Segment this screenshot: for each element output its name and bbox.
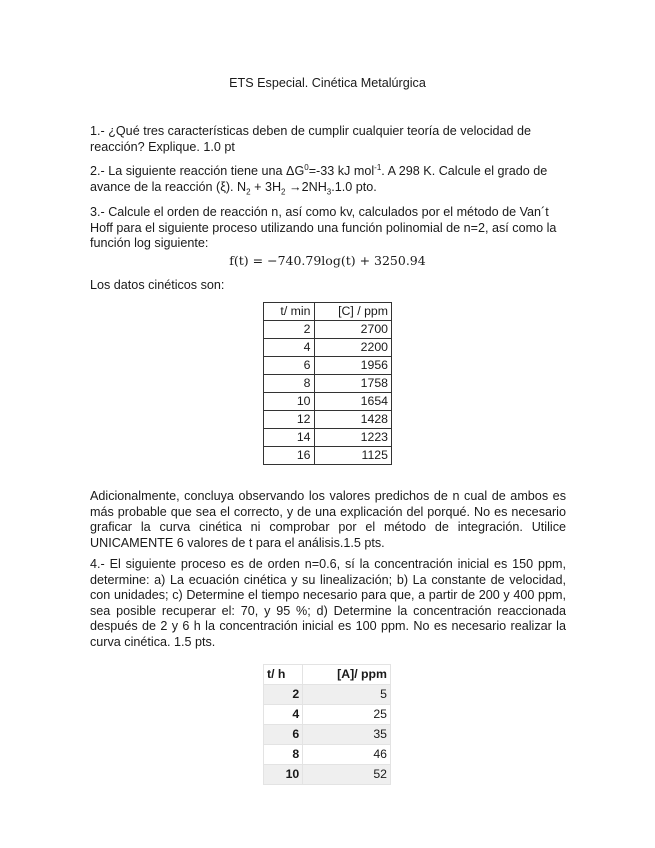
question-3: 3.- Calcule el orden de reacción n, así como kv, calculados por el método de Van´t Hoff para el siguiente proceso utilizando una función polinomial de n=2, así como la función log siguiente: xyxy=(90,205,557,251)
table-cell: 4 xyxy=(264,705,303,725)
text: -1 xyxy=(374,162,382,172)
table-row xyxy=(264,375,392,393)
table-cell: 35 xyxy=(303,725,391,745)
text: =-33 kJ mol xyxy=(308,164,375,178)
table-cell: 1223 xyxy=(314,429,392,447)
table-row xyxy=(264,321,392,339)
header-cell: [A]/ ppm xyxy=(303,665,391,685)
question-2 xyxy=(90,164,566,195)
table-cell: 2 xyxy=(264,321,315,339)
table-cell: 4 xyxy=(264,339,315,357)
table-cell: 8 xyxy=(264,375,315,393)
question-1: 1.- ¿Qué tres características deben de cumplir cualquier teoría de velocidad de reacción? Explique. 1.0 pt xyxy=(90,124,532,154)
text: 2 xyxy=(281,187,286,197)
table-row xyxy=(264,705,391,725)
table-row xyxy=(264,685,391,705)
header-cell: [C] / ppm xyxy=(314,303,392,321)
text: .1.0 pto. xyxy=(331,179,377,194)
table-cell: 6 xyxy=(264,725,303,745)
log-equation: f(t) = −740.79log(t) + 3250.94 xyxy=(229,253,426,268)
table-cell: 8 xyxy=(264,745,303,765)
text: 2.- La siguiente reacción tiene una ΔG xyxy=(90,164,305,178)
header-cell: t/ min xyxy=(264,303,315,321)
additional-instructions: Adicionalmente, concluya observando los valores predichos de n cual de ambos es más probable que sea el correcto, y de una explicación del porqué. No es necesario graficar la curva cinética ni comprobar por el método de integración. Utilice UNICAMENTE 6 valores de t para el análisis.1.5 pts. xyxy=(90,489,566,550)
kinetic-data-table xyxy=(263,302,392,465)
table-cell: 25 xyxy=(303,705,391,725)
header-cell: t/ h xyxy=(264,665,303,685)
table-row xyxy=(264,447,392,465)
text: . A 298 K. Calcule el grado de avance de la reacción (ξ). N xyxy=(90,164,548,194)
data-intro: Los datos cinéticos son: xyxy=(90,278,225,292)
text: 0 xyxy=(304,162,309,172)
table-cell: 5 xyxy=(303,685,391,705)
table-cell: 1956 xyxy=(314,357,392,375)
table-cell: 2 xyxy=(264,685,303,705)
table-cell: 1654 xyxy=(314,393,392,411)
question-4: 4.- El siguiente proceso es de orden n=0.6, sí la concentración inicial es 150 ppm, determine: a) La ecuación cinética y su linealización; b) La constante de velocidad, con unidades; c) Determine el tiempo necesario para que, a partir de 200 y 400 ppm, sea posible recuperar el: 70, y 95 %; d) Determine la concentración reaccionada después de 2 y 6 h la concentración inicial es 100 ppm. No es necesario realizar la curva cinética. 1.5 pts. xyxy=(90,557,566,649)
table-header-row xyxy=(264,665,391,685)
table-cell: 10 xyxy=(264,393,315,411)
table-cell: 12 xyxy=(264,411,315,429)
text: 2 xyxy=(246,187,251,197)
table-cell: 14 xyxy=(264,429,315,447)
table-cell: 1125 xyxy=(314,447,392,465)
table-cell: 1428 xyxy=(314,411,392,429)
table-header-row xyxy=(264,303,392,321)
table-row xyxy=(264,339,392,357)
table-cell: 46 xyxy=(303,745,391,765)
order-data-table xyxy=(263,664,391,785)
table-cell: 1758 xyxy=(314,375,392,393)
table-row xyxy=(264,725,391,745)
table-cell: 52 xyxy=(303,765,391,785)
text: 3 xyxy=(326,187,332,197)
page-title: ETS Especial. Cinética Metalúrgica xyxy=(229,76,426,90)
text: →2NH xyxy=(285,179,327,194)
table-row xyxy=(264,411,392,429)
text: + 3H xyxy=(250,179,282,194)
table-row xyxy=(264,745,391,765)
table-row xyxy=(264,393,392,411)
table-row xyxy=(264,357,392,375)
table-cell: 10 xyxy=(264,765,303,785)
table-cell: 2700 xyxy=(314,321,392,339)
table-cell: 2200 xyxy=(314,339,392,357)
table-row xyxy=(264,429,392,447)
table-row xyxy=(264,765,391,785)
table-cell: 16 xyxy=(264,447,315,465)
table-cell: 6 xyxy=(264,357,315,375)
